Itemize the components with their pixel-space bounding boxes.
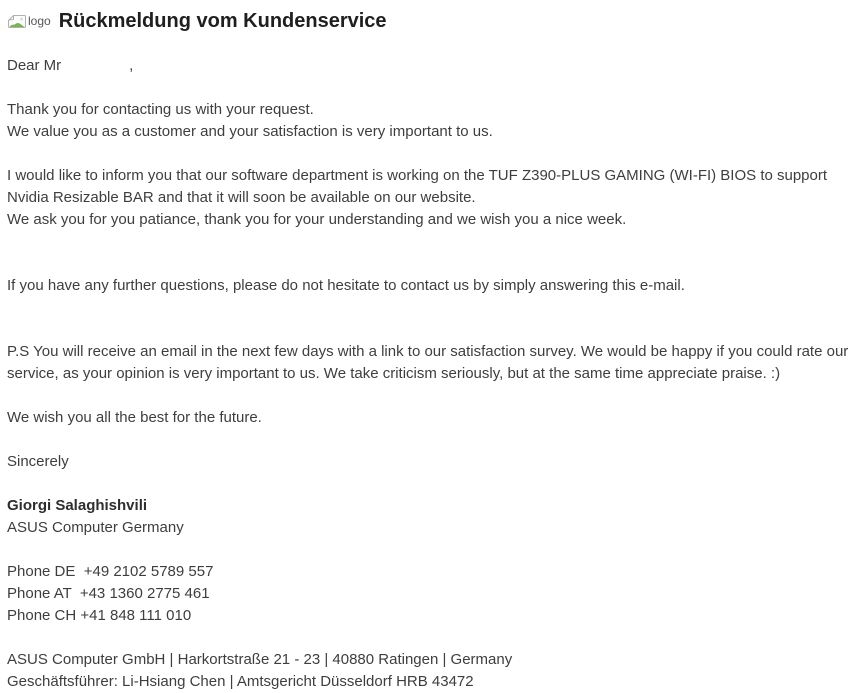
- company-address-line: ASUS Computer GmbH | Harkortstraße 21 - 23 | 40880 Ratingen | Germany: [7, 651, 513, 668]
- paragraph-line: If you have any further questions, please do not hesitate to contact us by simply answering this e-mail.: [7, 277, 685, 294]
- logo-alt-text: logo: [28, 14, 51, 28]
- paragraph-line: Thank you for contacting us with your request.: [7, 101, 314, 118]
- phone-line-at: Phone AT +43 1360 2775 461: [7, 585, 210, 602]
- company-footer: [7, 649, 857, 693]
- phone-list: [7, 561, 857, 627]
- paragraph-further-questions: [7, 275, 857, 297]
- company-legal-line: Geschäftsführer: Li-Hsiang Chen | Amtsgericht Düsseldorf HRB 43472: [7, 673, 474, 690]
- greeting-prefix: Dear Mr: [7, 57, 62, 74]
- greeting-comma: ,: [129, 57, 134, 74]
- greeting-line: [7, 55, 857, 77]
- paragraph-line: We wish you all the best for the future.: [7, 409, 262, 426]
- signature-block: [7, 495, 857, 539]
- phone-line-ch: Phone CH +41 848 111 010: [7, 607, 192, 624]
- paragraph-line: P.S You will receive an email in the next few days with a link to our satisfaction survey. We would be happy if you could rate our service, as your opinion is very important to us. We take criticism seriously, but at the same time appreciate praise. :): [7, 343, 853, 382]
- paragraph-bios-info: [7, 165, 857, 231]
- paragraph-best-wishes: [7, 407, 857, 429]
- phone-line-de: Phone DE +49 2102 5789 557: [7, 563, 214, 580]
- email-header: [7, 7, 857, 35]
- broken-image-icon: [7, 14, 27, 30]
- redacted-name: [61, 69, 129, 70]
- paragraph-line: We ask you for you patiance, thank you for your understanding and we wish you a nice week.: [7, 211, 627, 228]
- signature-company: ASUS Computer Germany: [7, 519, 184, 536]
- paragraph-sincerely: [7, 451, 857, 473]
- paragraph-line: We value you as a customer and your satisfaction is very important to us.: [7, 123, 493, 140]
- paragraph-line: Sincerely: [7, 453, 69, 470]
- signature-name: Giorgi Salaghishvili: [7, 497, 148, 514]
- email-subject-title: Rückmeldung vom Kundenservice: [58, 10, 387, 32]
- paragraph-line: I would like to inform you that our software department is working on the TUF Z390-PLUS GAMING (WI-FI) BIOS to support Nvidia Resizable BAR and that it will soon be available on our website.: [7, 167, 832, 206]
- paragraph-ps-survey: [7, 341, 857, 385]
- paragraph-thank-you: [7, 99, 857, 143]
